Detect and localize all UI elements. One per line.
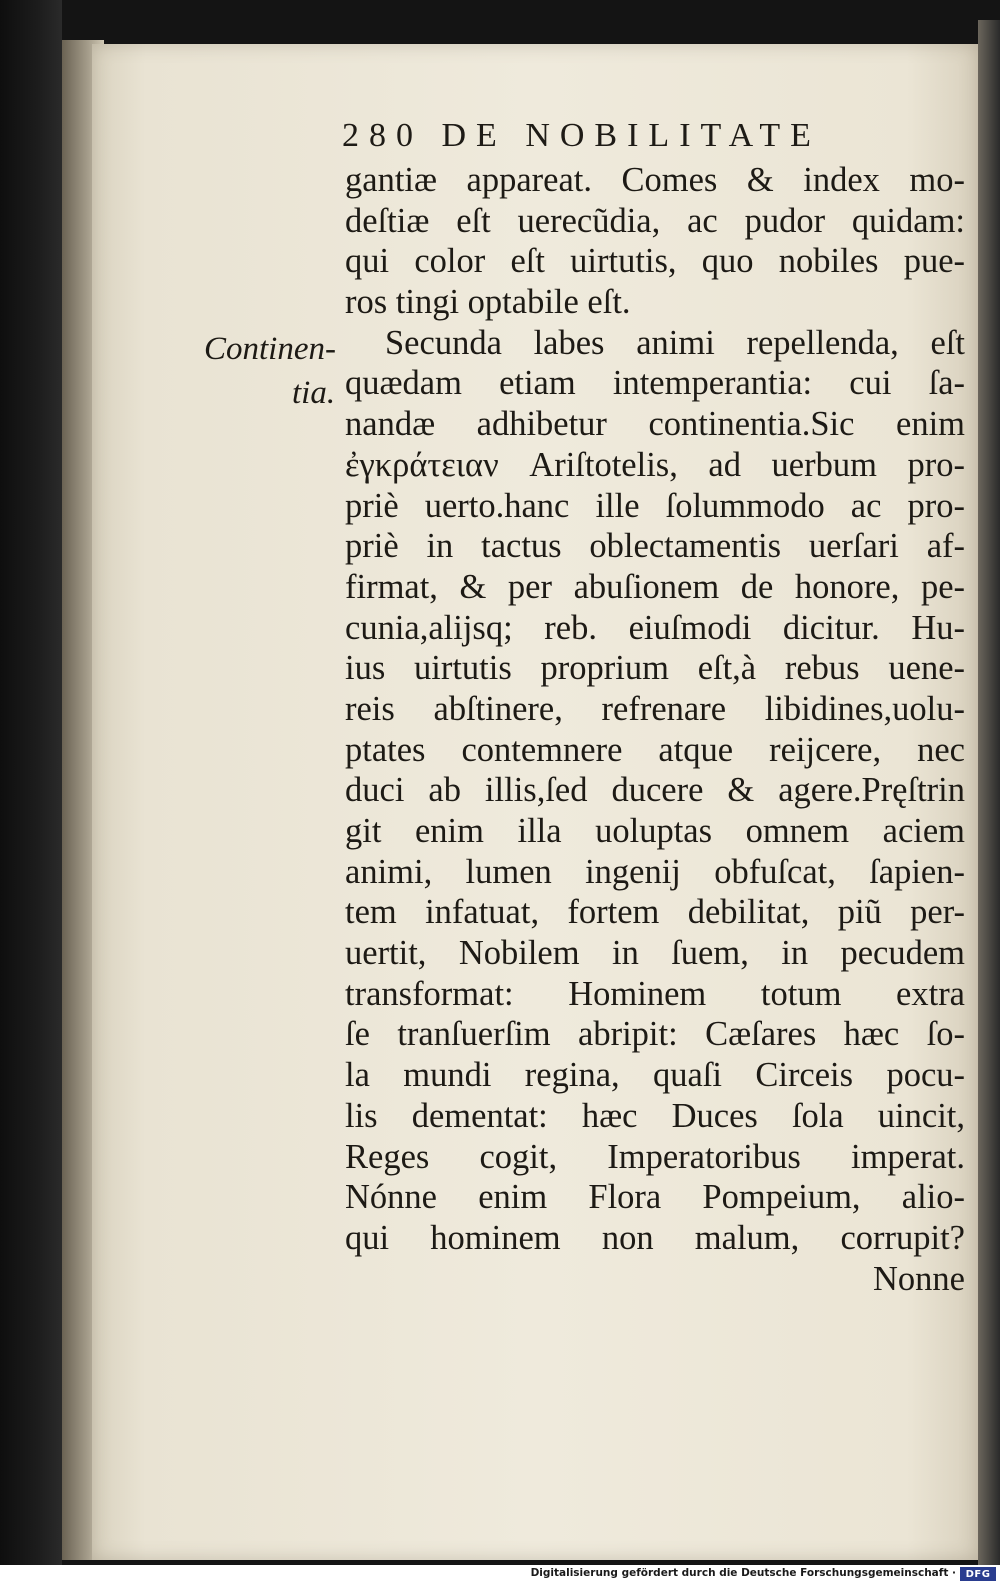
digitization-credit: Digitalisierung gefördert durch die Deutsche Forschungsgemeinschaft · bbox=[530, 1567, 956, 1579]
text-line: transformat: Hominem totum extra bbox=[345, 974, 965, 1013]
margin-note-line-1: Continen- bbox=[204, 331, 336, 367]
dfg-logo-icon: DFG bbox=[960, 1567, 996, 1581]
text-line: quædam etiam intemperantia: cui ſa- bbox=[345, 364, 965, 403]
text-line: priè uerto.hanc ille ſolummodo ac pro- bbox=[345, 486, 965, 525]
text-line: lis dementat: hæc Duces ſola uincit, bbox=[345, 1096, 965, 1135]
text-line: git enim illa uoluptas omnem aciem bbox=[345, 812, 965, 850]
running-head: 280 DE NOBILITATE bbox=[342, 117, 821, 154]
text-line: Reges cogit, Imperatoribus imperat. bbox=[345, 1137, 965, 1176]
text-line: cunia,alijsq; reb. eiuſmodi dicitur. Hu- bbox=[345, 608, 965, 647]
text-line: duci ab illis,ſed ducere & agere.Pręſtrin bbox=[345, 771, 965, 810]
margin-note-line-2: tia. bbox=[292, 375, 336, 411]
text-line: nandæ adhibetur continentia.Sic enim bbox=[345, 405, 965, 444]
text-line: firmat, & per abuſionem de honore, pe- bbox=[345, 567, 965, 606]
text-line: qui hominem non malum, corrupit? bbox=[345, 1218, 965, 1257]
text-line: ros tingi optabile eſt. bbox=[345, 283, 631, 322]
text-line: gantiæ appareat. Comes & index mo- bbox=[345, 161, 965, 199]
text-line: animi, lumen ingenij obfuſcat, ſapien- bbox=[345, 852, 965, 891]
text-line: ſe tranſuerſim abripit: Cæſares hæc ſo- bbox=[345, 1015, 965, 1054]
body-text bbox=[345, 160, 965, 1299]
text-line: Secunda labes animi repellenda, eſt bbox=[385, 323, 965, 362]
text-line: Nónne enim Flora Pompeium, alio- bbox=[345, 1178, 965, 1217]
text-line: uertit, Nobilem in ſuem, in pecudem bbox=[345, 934, 965, 973]
text-line: ptates contemnere atque reijcere, nec bbox=[345, 730, 965, 769]
text-line: qui color eſt uirtutis, quo nobiles pue- bbox=[345, 242, 965, 281]
scan-background-right bbox=[978, 20, 1000, 1565]
text-line: priè in tactus oblectamentis uerſari af- bbox=[345, 527, 965, 566]
text-line: ius uirtutis proprium eſt,à rebus uene- bbox=[345, 649, 965, 688]
scan-background-left bbox=[0, 0, 62, 1584]
text-line: reis abſtinere, refrenare libidines,uolu- bbox=[345, 689, 965, 728]
text-line: deſtiæ eſt uerecũdia, ac pudor quidam: bbox=[345, 201, 965, 240]
text-line: la mundi regina, quaſi Circeis pocu- bbox=[345, 1056, 965, 1095]
text-line: ἐγκράτειαν Ariſtotelis, ad uerbum pro- bbox=[345, 445, 965, 484]
catchword: Nonne bbox=[873, 1259, 965, 1298]
text-line: tem infatuat, fortem debilitat, piũ per- bbox=[345, 893, 965, 932]
